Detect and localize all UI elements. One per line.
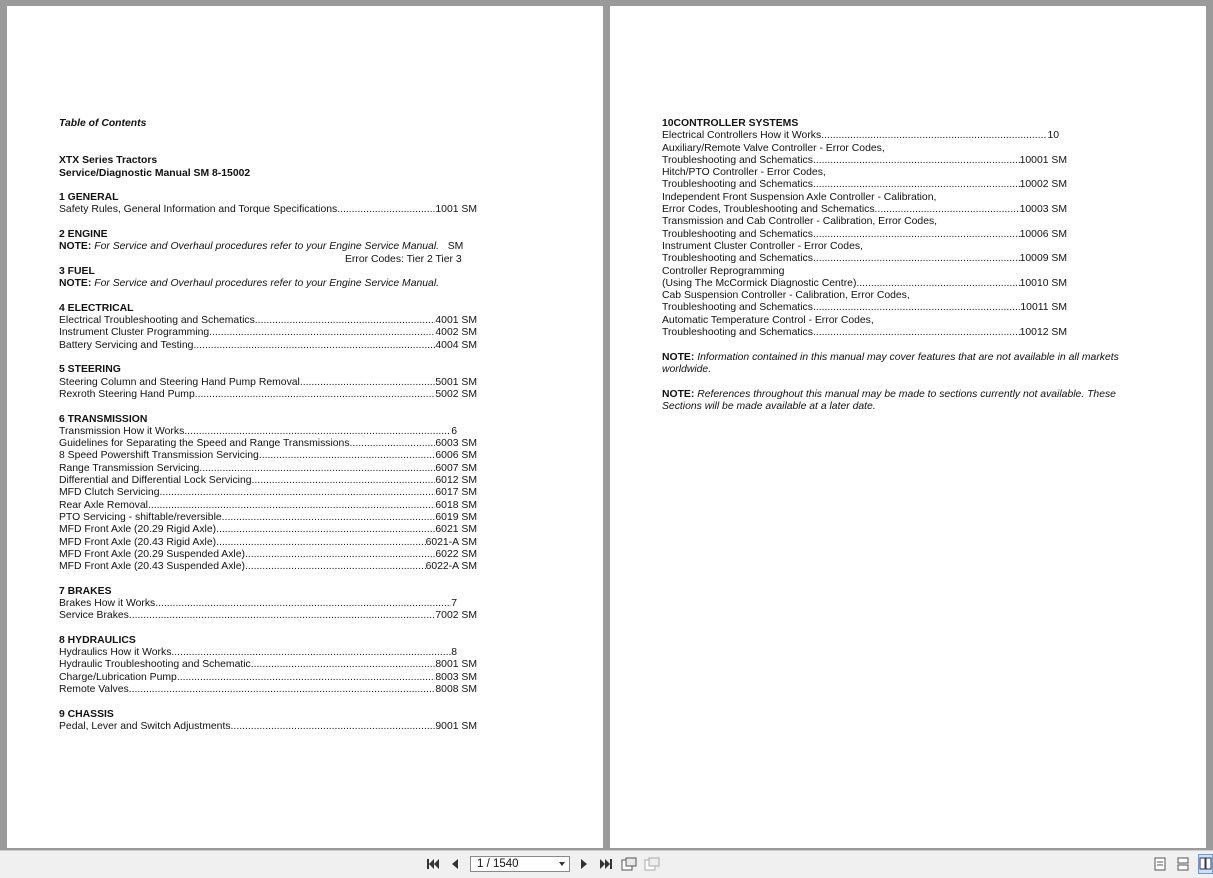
entry-title: Steering Column and Steering Hand Pump Removal (59, 376, 300, 388)
toc-entry[interactable] (59, 204, 477, 216)
entry-page: 10003 SM (1019, 204, 1067, 216)
toc-entry[interactable] (59, 327, 477, 339)
hydraulics-how-it-works-wrap (59, 647, 457, 659)
note-label: NOTE: (59, 241, 92, 253)
entry-title: Transmission How it Works (59, 425, 185, 437)
section-heading-controller-systems: 10CONTROLLER SYSTEMS (662, 118, 799, 129)
section-heading-steering: 5 STEERING (59, 364, 121, 376)
note-markets (662, 352, 1138, 377)
toc-entry-heading: Cab Suspension Controller - Calibration, Error Codes, (662, 290, 910, 302)
note-text: For Service and Overhaul procedures refer to your Engine Service Manual. (94, 241, 440, 253)
first-page-icon[interactable] (425, 856, 441, 872)
left-page-content (59, 118, 477, 733)
note-suffix: SM (447, 241, 464, 253)
toc-entry[interactable] (59, 549, 477, 561)
entry-title: Battery Servicing and Testing (59, 339, 194, 351)
series-title: XTX Series Tractors (59, 155, 158, 167)
toc-entry[interactable] (662, 253, 1067, 265)
entry-title: Troubleshooting and Schematics (662, 302, 813, 314)
entry-page: 10 (1047, 130, 1059, 142)
toc-entry[interactable] (662, 204, 1067, 216)
toc-entry[interactable] (59, 684, 477, 696)
section-heading-electrical: 4 ELECTRICAL (59, 302, 134, 314)
entry-title: Differential and Differential Lock Servicing (59, 475, 252, 487)
entry-title: Charge/Lubrication Pump (59, 671, 177, 683)
entry-page: 7 (451, 597, 457, 609)
entry-page: 6012 SM (435, 475, 477, 487)
toc-entry[interactable] (59, 487, 477, 499)
entry-page: 8003 SM (435, 671, 477, 683)
entry-title: Brakes How it Works (59, 597, 156, 609)
toc-entry-heading: Auxiliary/Remote Valve Controller - Error Codes, (662, 142, 885, 154)
entry-page: 6022-A SM (425, 561, 477, 573)
entry-title: Troubleshooting and Schematics (662, 228, 813, 240)
toc-entry[interactable] (59, 537, 477, 549)
fuel-note (59, 278, 477, 290)
entry-page: 10012 SM (1019, 327, 1067, 339)
entry-page: 4002 SM (435, 327, 477, 339)
entry-title: MFD Front Axle (20.43 Suspended Axle) (59, 561, 245, 573)
toc-entry-heading: Transmission and Cab Controller - Calibration, Error Codes, (662, 216, 938, 228)
last-page-icon[interactable] (598, 856, 614, 872)
toc-entry[interactable] (59, 340, 477, 352)
page-number-input[interactable] (470, 856, 570, 872)
entry-title: Pedal, Lever and Switch Adjustments (59, 720, 231, 732)
entry-page: 7002 SM (435, 610, 477, 622)
entry-page: 6018 SM (435, 499, 477, 511)
previous-page-icon[interactable] (447, 856, 463, 872)
entry-page: 9001 SM (435, 720, 477, 732)
entry-title: MFD Front Axle (20.29 Rigid Axle) (59, 524, 217, 536)
entry-title: Safety Rules, General Information and Torque Specifications (59, 204, 338, 216)
section-heading-engine: 2 ENGINE (59, 229, 108, 241)
engine-note (59, 241, 477, 253)
section-heading-chassis: 9 CHASSIS (59, 708, 114, 720)
entry-title: 8 Speed Powershift Transmission Servicing (59, 450, 259, 462)
entry-page: 8001 SM (435, 659, 477, 671)
toc-entry[interactable] (59, 659, 477, 671)
page-view-disabled-icon (644, 856, 660, 872)
entry-page: 10001 SM (1019, 154, 1067, 166)
viewer-toolbar (0, 850, 1213, 878)
brakes-how-it-works-wrap (59, 598, 457, 610)
toc-entry[interactable] (662, 155, 1067, 167)
section-heading-general: 1 GENERAL (59, 192, 119, 204)
entry-page: 6007 SM (435, 462, 477, 474)
entry-title: Troubleshooting and Schematics (662, 327, 813, 339)
entry-page: 1001 SM (435, 204, 477, 216)
toc-entry[interactable] (59, 524, 477, 536)
entry-title: Guidelines for Separating the Speed and Range Transmissions (59, 438, 350, 450)
toc-entry[interactable] (59, 426, 457, 438)
toc-entry[interactable] (662, 179, 1067, 191)
toc-entry[interactable] (59, 377, 477, 389)
toc-entry[interactable] (59, 561, 477, 573)
right-document-page (610, 6, 1206, 848)
entry-page: 6003 SM (435, 438, 477, 450)
entry-page: 10010 SM (1019, 277, 1067, 289)
toc-entry[interactable] (662, 229, 1067, 241)
entry-title: Rear Axle Removal (59, 499, 148, 511)
entry-title: Electrical Troubleshooting and Schematics (59, 315, 255, 327)
entry-title: Electrical Controllers How it Works (662, 130, 822, 142)
page-view-icon[interactable] (621, 856, 637, 872)
entry-title: MFD Front Axle (20.29 Suspended Axle) (59, 548, 245, 560)
toc-entry-heading: Hitch/PTO Controller - Error Codes, (662, 167, 826, 179)
toc-entry[interactable] (59, 721, 477, 733)
note-text: References throughout this manual may be made to sections currently not available. These Sections will be made available at a later date. (662, 388, 1116, 412)
toc-entry[interactable] (59, 315, 477, 327)
toc-entry-heading: Automatic Temperature Control - Error Codes, (662, 314, 874, 326)
entry-title: Remote Valves (59, 684, 129, 696)
entry-page: 10006 SM (1019, 228, 1067, 240)
continuous-view-icon[interactable] (1175, 856, 1191, 872)
note-label: NOTE: (662, 351, 695, 363)
entry-page: 8 (451, 647, 457, 659)
entry-title: Troubleshooting and Schematics (662, 253, 813, 265)
entry-page: 10009 SM (1019, 253, 1067, 265)
manual-title: Service/Diagnostic Manual SM 8-15002 (59, 167, 251, 179)
single-page-view-icon[interactable] (1152, 856, 1168, 872)
toc-entry[interactable] (59, 610, 477, 622)
toc-entry[interactable] (662, 278, 1067, 290)
entry-page: 6 (451, 425, 457, 437)
entry-page: 6021-A SM (425, 536, 477, 548)
toc-entry[interactable] (59, 647, 457, 659)
entry-page: 4004 SM (435, 339, 477, 351)
entry-page: 10011 SM (1020, 302, 1067, 314)
toc-entry[interactable] (59, 438, 477, 450)
toc-entry[interactable] (662, 302, 1067, 314)
toc-title: Table of Contents (59, 118, 147, 129)
toc-entry[interactable] (59, 475, 477, 487)
entry-page: 6019 SM (435, 511, 477, 523)
entry-title: Instrument Cluster Programming (59, 327, 210, 339)
right-page-content (662, 118, 1138, 413)
facing-pages-view-icon[interactable] (1198, 854, 1213, 874)
entry-title: Service Brakes (59, 610, 129, 622)
entry-title: MFD Clutch Servicing (59, 487, 160, 499)
entry-title: MFD Front Axle (20.43 Rigid Axle) (59, 536, 217, 548)
toc-entry[interactable] (662, 327, 1067, 339)
left-document-page (7, 6, 603, 848)
chevron-down-icon[interactable] (559, 862, 565, 866)
note-sections (662, 389, 1138, 414)
section-heading-hydraulics: 8 HYDRAULICS (59, 634, 136, 646)
entry-title: Rexroth Steering Hand Pump (59, 388, 195, 400)
engine-error-codes[interactable]: Error Codes: Tier 2 Tier 3 (345, 253, 462, 265)
entry-page: 6017 SM (435, 487, 477, 499)
entry-page: 6021 SM (435, 524, 477, 536)
toc-entry-heading: Controller Reprogramming (662, 265, 785, 277)
entry-page: 6006 SM (435, 450, 477, 462)
note-text: For Service and Overhaul procedures refer to your Engine Service Manual. (94, 278, 440, 290)
entry-title: Hydraulics How it Works (59, 647, 172, 659)
toc-entry[interactable] (59, 512, 477, 524)
page-indicator: 1 / 1540 (477, 858, 519, 870)
toc-entry[interactable] (59, 672, 477, 684)
next-page-icon[interactable] (576, 856, 592, 872)
entry-title: (Using The McCormick Diagnostic Centre) (662, 277, 857, 289)
toc-entry[interactable] (59, 598, 457, 610)
toc-entry[interactable] (59, 500, 477, 512)
toc-entry-heading: Instrument Cluster Controller - Error Codes, (662, 240, 863, 252)
entry-title: Troubleshooting and Schematics (662, 179, 813, 191)
toc-entry[interactable] (59, 389, 477, 401)
note-label: NOTE: (59, 278, 92, 290)
section-heading-transmission: 6 TRANSMISSION (59, 413, 148, 425)
entry-title: PTO Servicing - shiftable/reversible (59, 511, 222, 523)
entry-page: 10002 SM (1019, 179, 1067, 191)
controllers-how-it-works-wrap (662, 130, 1059, 142)
toc-entry[interactable] (59, 463, 477, 475)
note-label: NOTE: (662, 388, 695, 400)
entry-page: 5001 SM (435, 376, 477, 388)
toc-entry[interactable] (59, 450, 477, 462)
transmission-how-it-works-wrap (59, 426, 457, 438)
entry-page: 4001 SM (435, 315, 477, 327)
section-heading-fuel: 3 FUEL (59, 265, 95, 277)
entry-title: Troubleshooting and Schematics (662, 154, 813, 166)
entry-title: Hydraulic Troubleshooting and Schematic (59, 659, 251, 671)
entry-page: 5002 SM (435, 388, 477, 400)
entry-title: Range Transmission Servicing (59, 462, 200, 474)
toc-entry[interactable] (662, 130, 1059, 142)
section-heading-brakes: 7 BRAKES (59, 585, 112, 597)
note-text: Information contained in this manual may cover features that are not available in all markets worldwide. (662, 351, 1119, 375)
toc-entry-heading: Independent Front Suspension Axle Controller - Calibration, (662, 191, 937, 203)
entry-title: Error Codes, Troubleshooting and Schematics (662, 204, 875, 216)
entry-page: 6022 SM (435, 548, 477, 560)
entry-page: 8008 SM (435, 684, 477, 696)
